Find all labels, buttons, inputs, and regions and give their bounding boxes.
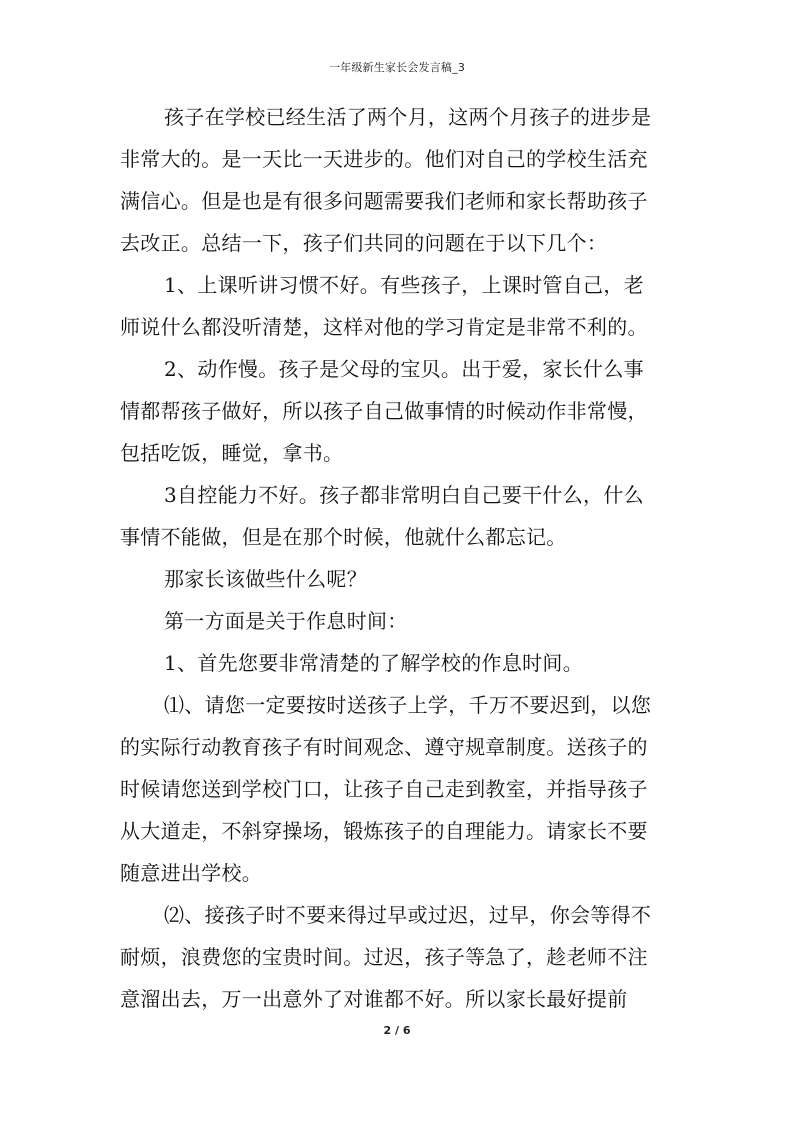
- paragraph-line: 的实际行动教育孩子有时间观念、遵守规章制度。送孩子的: [120, 735, 648, 759]
- page-header: 一年级新生家长会发言稿_3: [328, 61, 466, 74]
- paragraph-line: 那家长该做些什么呢？: [164, 567, 367, 591]
- paragraph-line: 2、动作慢。孩子是父母的宝贝。出于爱，家长什么事: [164, 357, 644, 381]
- paragraph-line: 包括吃饭，睡觉，拿书。: [120, 441, 344, 465]
- paragraph-line: 从大道走，不斜穿操场，锻炼孩子的自理能力。请家长不要: [120, 819, 648, 843]
- paragraph-line: 情都帮孩子做好，所以孩子自己做事情的时候动作非常慢，: [120, 399, 648, 423]
- page-number: 2 / 6: [383, 1024, 411, 1037]
- paragraph-line: 孩子在学校已经生活了两个月，这两个月孩子的进步是: [164, 105, 652, 129]
- paragraph-line: 耐烦，浪费您的宝贵时间。过迟，孩子等急了，趁老师不注: [120, 945, 648, 969]
- paragraph-line: 时候请您送到学校门口，让孩子自己走到教室，并指导孩子: [120, 777, 648, 801]
- paragraph-line: 非常大的。是一天比一天进步的。他们对自己的学校生活充: [120, 147, 648, 171]
- paragraph-line: ⑴、请您一定要按时送孩子上学，千万不要迟到，以您: [164, 693, 652, 717]
- paragraph-line: 意溜出去，万一出意外了对谁都不好。所以家长最好提前: [120, 987, 628, 1011]
- paragraph-line: 事情不能做，但是在那个时候，他就什么都忘记。: [120, 525, 567, 549]
- document-body: [120, 96, 680, 1020]
- paragraph-line: 师说什么都没听清楚，这样对他的学习肯定是非常不利的。: [120, 315, 648, 339]
- paragraph-line: 满信心。但是也是有很多问题需要我们老师和家长帮助孩子: [120, 189, 648, 213]
- paragraph-line: 1、上课听讲习惯不好。有些孩子，上课时管自己，老: [164, 273, 644, 297]
- paragraph-line: 第一方面是关于作息时间：: [164, 609, 408, 633]
- paragraph-line: 去改正。总结一下，孩子们共同的问题在于以下几个：: [120, 231, 608, 255]
- paragraph-line: ⑵、接孩子时不要来得过早或过迟，过早，你会等得不: [164, 903, 652, 927]
- paragraph-line: 3自控能力不好。孩子都非常明白自己要干什么，什么: [164, 483, 644, 507]
- paragraph-line: 随意进出学校。: [120, 861, 263, 885]
- paragraph-line: 1、首先您要非常清楚的了解学校的作息时间。: [164, 651, 584, 675]
